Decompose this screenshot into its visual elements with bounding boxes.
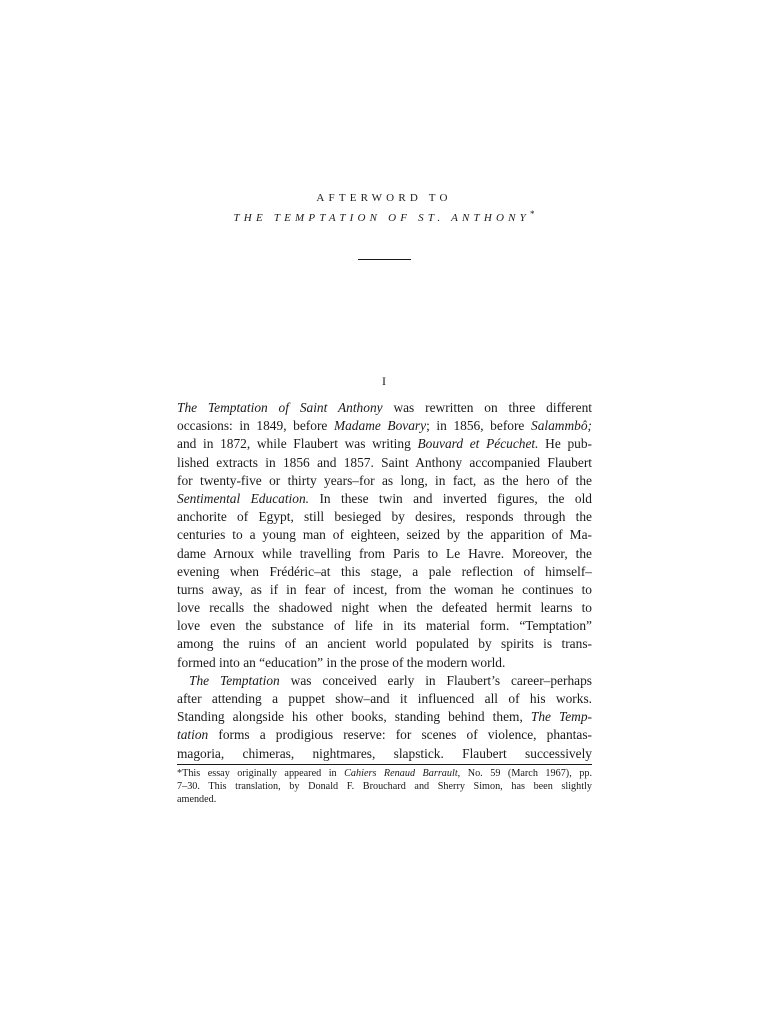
footnote-text: amended. [177, 794, 217, 806]
body-line [177, 745, 592, 763]
body-text: love recalls the shadowed night when the defeated hermit learns to [177, 600, 592, 616]
footnote-line [177, 793, 592, 806]
footnote-line [177, 767, 592, 780]
body-text: evening when Frédéric–at this stage, a pale reflection of himself– [177, 563, 592, 579]
body-text: Standing alongside his other books, standing behind them, [177, 709, 531, 725]
body-text: lished extracts in 1856 and 1857. Saint Anthony accompanied Flaubert [177, 454, 592, 470]
body-italic-text: Madame Bovary [333, 418, 427, 434]
body-line [177, 726, 592, 744]
body-line [177, 599, 592, 617]
body-italic-text: Bouvard et Pécuchet. [417, 436, 539, 452]
body-text: forms a prodigious reserve: for scenes of violence, phantas- [208, 727, 592, 743]
body-text: In these twin and inverted figures, the old [309, 490, 592, 506]
body-text: was rewritten on three different [382, 400, 593, 415]
section-number: I [382, 374, 386, 388]
body-text: among the ruins of an ancient world populated by spirits is trans- [177, 636, 592, 652]
body-line [177, 526, 592, 544]
body-text: magoria, chimeras, nightmares, slapstick. Flaubert successively [177, 745, 592, 761]
body-text: and in 1872, while Flaubert was writing [177, 436, 418, 452]
footnote-rule [177, 764, 592, 765]
body-line [177, 399, 592, 417]
body-line [177, 454, 592, 472]
footnote-text: 7–30. This translation, by Donald F. Brouchard and Sherry Simon, has been slightly [177, 781, 592, 793]
body-text: He pub- [538, 436, 592, 452]
body-text: centuries to a young man of eighteen, seized by the apparition of Ma- [177, 527, 592, 543]
footnote-text: *This essay originally appeared in [177, 768, 345, 779]
heading-afterword: AFTERWORD TO [316, 192, 452, 204]
footnote-italic-text: Cahiers Renaud Barrault [344, 768, 458, 779]
body-text: formed into an “education” in the prose of the modern world. [177, 654, 506, 670]
body-text: for twenty-five or thirty years–for as long, in fact, as the hero of the [177, 472, 592, 488]
body-line [177, 435, 592, 453]
body-italic-text: The Temptation [189, 672, 280, 688]
footnote [177, 767, 592, 807]
body-line [177, 617, 592, 635]
body-italic-text: Salammbô; [531, 418, 592, 434]
body-text: after attending a puppet show–and it influenced all of his works. [177, 691, 592, 706]
heading-title-text: THE TEMPTATION OF ST. ANTHONY [233, 212, 530, 224]
body-text: anchorite of Egypt, still besieged by desires, responds through the [177, 509, 592, 525]
body-text: dame Arnoux while travelling from Paris to Le Havre. Moreover, the [177, 545, 592, 561]
body-line [177, 654, 592, 672]
body-line [177, 472, 592, 490]
body-line [177, 581, 592, 599]
body-line [177, 508, 592, 526]
body-text: occasions: in 1849, before [177, 418, 334, 434]
body-line [177, 545, 592, 563]
body-text [177, 399, 592, 763]
body-line [177, 563, 592, 581]
body-italic-text: tation [177, 727, 209, 743]
body-text: was conceived early in Flaubert’s career–perhaps [279, 672, 592, 688]
body-line [177, 690, 592, 708]
heading-rule [358, 259, 411, 260]
footnote-text: , No. 59 (March 1967), pp. [457, 768, 592, 779]
body-text: ; in 1856, before [426, 418, 531, 434]
body-italic-text: Sentimental Education. [177, 490, 310, 506]
body-line [177, 417, 592, 435]
body-line [177, 672, 592, 690]
body-italic-text: The Temptation of Saint Anthony [177, 400, 383, 415]
body-line [177, 490, 592, 508]
body-text: love even the substance of life in its material form. “Temptation” [177, 618, 592, 634]
footnote-line [177, 780, 592, 793]
body-line [177, 635, 592, 653]
body-line [177, 708, 592, 726]
body-text: turns away, as if in fear of incest, from the woman he continues to [177, 581, 592, 597]
body-italic-text: The Temp- [530, 709, 593, 725]
heading-title [0, 207, 768, 225]
footnote-marker: * [530, 209, 535, 219]
